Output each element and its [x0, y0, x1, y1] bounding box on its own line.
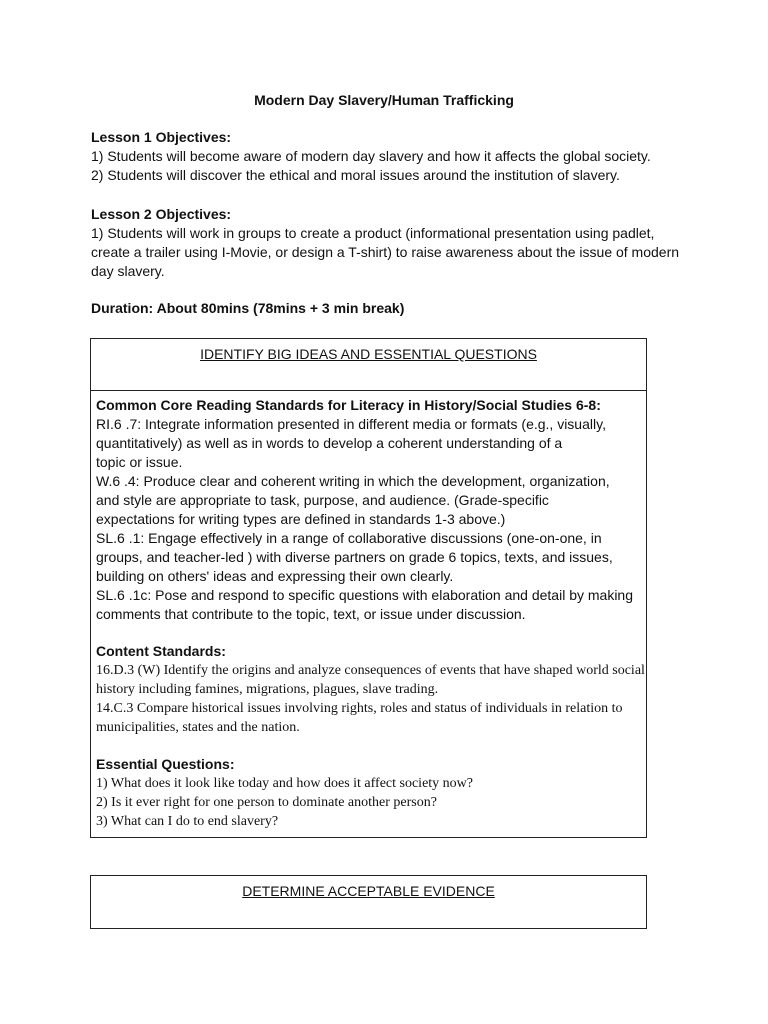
lesson-2-objectives [91, 205, 681, 281]
ccss-line: building on others' ideas and expressing their own clearly. [96, 568, 454, 584]
lesson-2-objective-line: 1) Students will work in groups to create a product (informational presentation using padlet, [91, 225, 655, 241]
ccss-line: W.6 .4: Produce clear and coherent writing in which the development, organization, [96, 473, 610, 489]
ccss-line: topic or issue. [96, 454, 183, 470]
ccss-line: SL.6 .1c: Pose and respond to specific questions with elaboration and detail by making [96, 587, 633, 603]
big-ideas-header [91, 339, 646, 391]
content-standard-line: history including famines, migrations, plagues, slave trading. [96, 682, 439, 697]
lesson-1-objective: 2) Students will discover the ethical and moral issues around the institution of slavery. [91, 167, 620, 183]
ccss-line: quantitatively) as well as in words to develop a coherent understanding of a [96, 435, 563, 451]
big-ideas-header-text: IDENTIFY BIG IDEAS AND ESSENTIAL QUESTIONS [200, 346, 537, 362]
content-standards-heading: Content Standards: [96, 643, 226, 659]
acceptable-evidence-box [90, 875, 647, 929]
essential-question: 3) What can I do to end slavery? [96, 814, 279, 829]
ccss-line: groups, and teacher-led ) with diverse partners on grade 6 topics, texts, and issues, [96, 549, 613, 565]
duration: Duration: About 80mins (78mins + 3 min break) [91, 300, 405, 316]
lesson-1-heading: Lesson 1 Objectives: [91, 129, 232, 145]
essential-question: 2) Is it ever right for one person to dominate another person? [96, 795, 437, 810]
acceptable-evidence-header-text: DETERMINE ACCEPTABLE EVIDENCE [242, 883, 495, 899]
content-standard-line: 14.C.3 Compare historical issues involving rights, roles and status of individuals in relation to [96, 701, 623, 716]
big-ideas-box [90, 338, 647, 838]
lesson-2-objective-line: create a trailer using I-Movie, or design a T-shirt) to raise awareness about the issue of modern [91, 244, 680, 260]
spacer [96, 737, 646, 755]
lesson-1-objectives [91, 128, 681, 185]
ccss-line: and style are appropriate to task, purpose, and audience. (Grade-specific [96, 492, 549, 508]
ccss-line: RI.6 .7: Integrate information presented in different media or formats (e.g., visually, [96, 416, 606, 432]
content-standard-line: 16.D.3 (W) Identify the origins and analyze consequences of events that have shaped world social [96, 663, 645, 678]
lesson-1-objective: 1) Students will become aware of modern day slavery and how it affects the global society. [91, 148, 651, 164]
essential-question: 1) What does it look like today and how does it affect society now? [96, 776, 474, 791]
ccss-line: SL.6 .1: Engage effectively in a range of collaborative discussions (one-on-one, in [96, 530, 602, 546]
ccss-heading: Common Core Reading Standards for Literacy in History/Social Studies 6-8: [96, 397, 601, 413]
ccss-line: expectations for writing types are defined in standards 1-3 above.) [96, 511, 506, 527]
big-ideas-body [91, 391, 646, 831]
lesson-2-objective-line: day slavery. [91, 263, 165, 279]
content-standard-line: municipalities, states and the nation. [96, 720, 300, 735]
lesson-2-heading: Lesson 2 Objectives: [91, 206, 232, 222]
spacer [96, 624, 646, 642]
acceptable-evidence-header [91, 876, 646, 928]
ccss-line: comments that contribute to the topic, text, or issue under discussion. [96, 606, 526, 622]
essential-questions-heading: Essential Questions: [96, 756, 235, 772]
document-title: Modern Day Slavery/Human Trafficking [254, 92, 514, 108]
